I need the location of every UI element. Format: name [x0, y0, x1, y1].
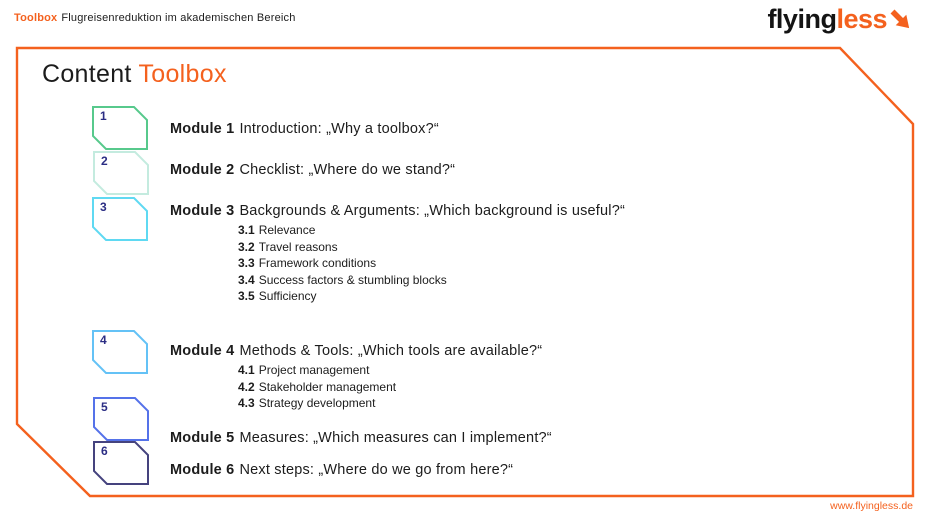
logo-less: less [836, 4, 887, 34]
subitem-3-3-num: 3.3 [238, 256, 255, 270]
module-6-label: Module 6 [170, 462, 235, 478]
module-6-box [93, 441, 149, 485]
subitem-4-2 [238, 379, 396, 396]
subitem-3-2 [238, 239, 447, 256]
module-4-number: 4 [100, 333, 107, 347]
header-brand-toolbox: Toolbox [14, 12, 58, 24]
module-3-box [92, 197, 148, 241]
module-6-line [170, 462, 513, 478]
header-brand-subtitle: Flugreisenreduktion im akademischen Bereich [61, 12, 296, 24]
footer-website-link[interactable]: www.flyingless.de [830, 500, 913, 512]
page-title-toolbox: Toolbox [138, 60, 227, 88]
module-4-text: Methods & Tools: „Which tools are available?“ [239, 343, 543, 359]
module-3-number: 3 [100, 200, 107, 214]
subitem-4-1 [238, 362, 396, 379]
module-3-label: Module 3 [170, 203, 235, 219]
module-4-box [92, 330, 148, 374]
module-3-line [170, 203, 625, 219]
module-1-label: Module 1 [170, 121, 235, 137]
subitem-3-4-text: Success factors & stumbling blocks [258, 272, 447, 287]
subitem-4-1-num: 4.1 [238, 363, 255, 377]
subitem-3-3-text: Framework conditions [258, 256, 377, 270]
module-5-number: 5 [101, 400, 108, 414]
subitem-4-2-num: 4.2 [238, 379, 255, 394]
subitem-3-2-num: 3.2 [238, 239, 255, 254]
subitem-3-2-text: Travel reasons [258, 239, 338, 254]
module-5-label: Module 5 [170, 430, 235, 446]
module-6-number: 6 [101, 444, 108, 458]
module-6-text: Next steps: „Where do we go from here?“ [239, 462, 514, 478]
module-4-subitems [238, 362, 396, 412]
module-3-subitems [238, 222, 447, 305]
module-2-number: 2 [101, 154, 108, 168]
module-1-number: 1 [100, 109, 107, 123]
page-title [42, 60, 227, 89]
subitem-3-5-text: Sufficiency [258, 289, 317, 303]
subitem-3-3 [238, 255, 447, 272]
module-2-label: Module 2 [170, 162, 235, 178]
module-2-text: Checklist: „Where do we stand?“ [239, 162, 456, 178]
subitem-4-3 [238, 395, 396, 412]
subitem-4-3-num: 4.3 [238, 396, 255, 410]
logo-flying: flying [767, 4, 837, 34]
module-5-line [170, 430, 552, 446]
subitem-4-2-text: Stakeholder management [258, 379, 397, 394]
subitem-3-5 [238, 288, 447, 305]
subitem-4-3-text: Strategy development [258, 396, 376, 410]
module-2-line [170, 162, 455, 178]
subitem-3-1 [238, 222, 447, 239]
subitem-3-4 [238, 272, 447, 289]
module-4-label: Module 4 [170, 343, 235, 359]
module-2-box [93, 151, 149, 195]
module-5-box [93, 397, 149, 441]
subitem-4-1-text: Project management [258, 363, 370, 377]
subitem-3-1-num: 3.1 [238, 223, 255, 237]
page-title-content: Content [42, 60, 132, 88]
module-1-line [170, 121, 439, 137]
module-5-text: Measures: „Which measures can I implement?“ [239, 430, 552, 446]
subitem-3-1-text: Relevance [258, 223, 316, 237]
subitem-3-5-num: 3.5 [238, 289, 255, 303]
module-3-text: Backgrounds & Arguments: „Which background is useful?“ [239, 203, 626, 219]
module-4-line [170, 343, 542, 359]
subitem-3-4-num: 3.4 [238, 272, 255, 287]
module-1-text: Introduction: „Why a toolbox?“ [239, 121, 439, 137]
module-1-box [92, 106, 148, 150]
